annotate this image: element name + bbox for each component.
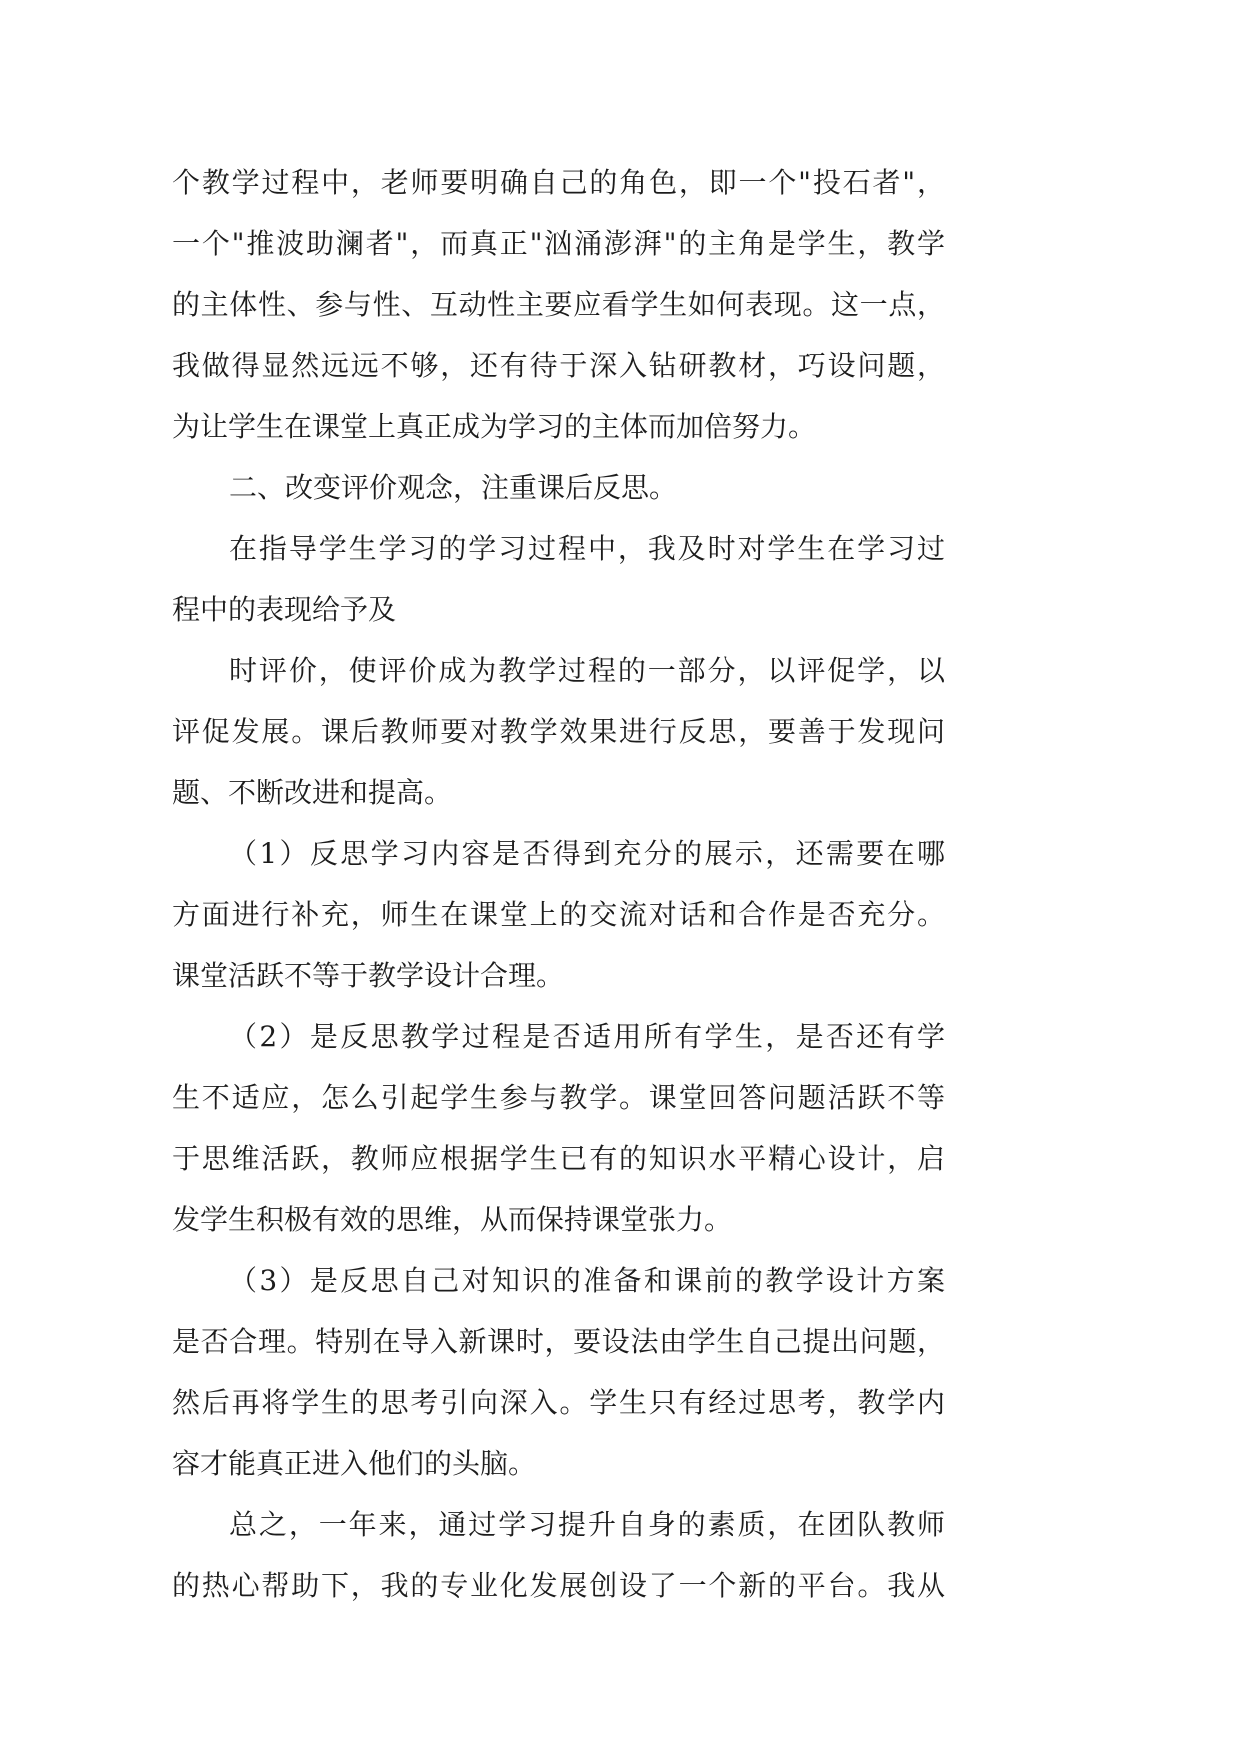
paragraph	[172, 1494, 945, 1616]
text-line: （1）反思学习内容是否得到充分的展示，还需要在哪	[229, 837, 945, 870]
text-line: 方面进行补充，师生在课堂上的交流对话和合作是否充分。	[172, 898, 945, 931]
text-line: （2）是反思教学过程是否适用所有学生，是否还有学	[229, 1020, 945, 1053]
text-line: 生不适应，怎么引起学生参与教学。课堂回答问题活跃不等	[172, 1081, 945, 1114]
list-item-paragraph	[172, 823, 945, 1006]
text-line: 总之，一年来，通过学习提升自身的素质，在团队教师	[229, 1508, 945, 1541]
text-line: 是否合理。特别在导入新课时，要设法由学生自己提出问题，	[172, 1325, 945, 1358]
text-line: 为让学生在课堂上真正成为学习的主体而加倍努力。	[172, 410, 817, 443]
text-line: 程中的表现给予及	[172, 593, 397, 626]
text-line: 我做得显然远远不够，还有待于深入钻研教材，巧设问题，	[172, 349, 945, 382]
text-line: （3）是反思自己对知识的准备和课前的教学设计方案	[229, 1264, 945, 1297]
text-line: 发学生积极有效的思维，从而保持课堂张力。	[172, 1203, 733, 1236]
section-heading-text: 二、改变评价观念，注重课后反思。	[229, 471, 678, 504]
text-line: 评促发展。课后教师要对教学效果进行反思，要善于发现问	[172, 715, 945, 748]
text-line: 的热心帮助下，我的专业化发展创设了一个新的平台。我从	[172, 1569, 945, 1602]
text-line: 在指导学生学习的学习过程中，我及时对学生在学习过	[229, 532, 945, 565]
text-line: 课堂活跃不等于教学设计合理。	[172, 959, 565, 992]
list-item-paragraph	[172, 1006, 945, 1250]
list-item-paragraph	[172, 1250, 945, 1494]
text-line: 时评价，使评价成为教学过程的一部分，以评促学，以	[229, 654, 945, 687]
document-body	[172, 152, 945, 1616]
text-line: 于思维活跃，教师应根据学生已有的知识水平精心设计，启	[172, 1142, 945, 1175]
section-heading	[172, 457, 945, 518]
paragraph	[172, 640, 945, 823]
text-line: 然后再将学生的思考引向深入。学生只有经过思考，教学内	[172, 1386, 945, 1419]
text-line: 题、不断改进和提高。	[172, 776, 453, 809]
paragraph	[172, 518, 945, 640]
paragraph-continuation	[172, 152, 945, 457]
text-line: 一个"推波助澜者"，而真正"汹涌澎湃"的主角是学生，教学	[172, 227, 945, 260]
text-line: 的主体性、参与性、互动性主要应看学生如何表现。这一点，	[172, 288, 945, 321]
text-line: 个教学过程中，老师要明确自己的角色，即一个"投石者"，	[172, 166, 945, 199]
text-line: 容才能真正进入他们的头脑。	[172, 1447, 537, 1480]
